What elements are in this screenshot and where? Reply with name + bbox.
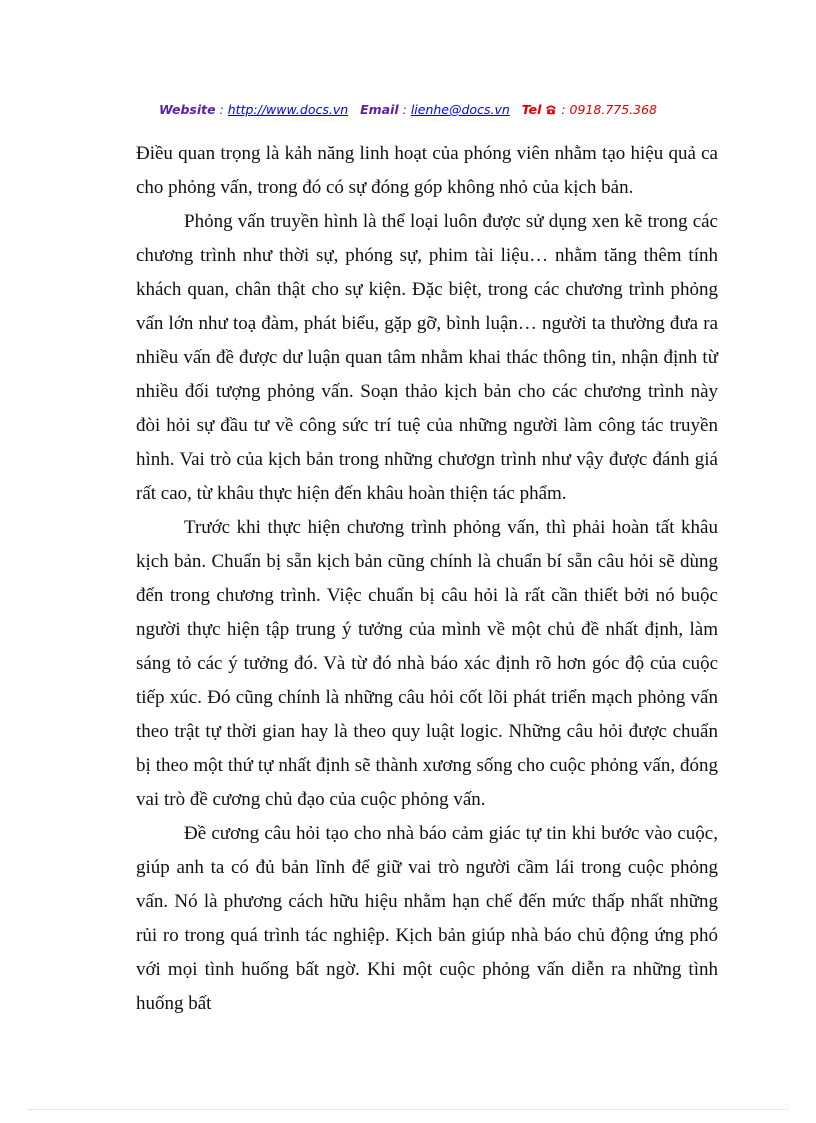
footer-divider [28,1109,788,1110]
telephone-icon [545,102,557,117]
paragraph-3: Trước khi thực hiện chương trình phỏng vấn, thì phải hoàn tất khâu kịch bản. Chuẩn bị sẵn kịch bản cũng chính là chuẩn bí sẵn câu hỏi sẽ dùng đến trong chương trình. Việc chuẩn bị câu hỏi là rất cần thiết bởi nó buộc người thực hiện tập trung ý tưởng của mình về một chủ đề nhất định, làm sáng tỏ các ý tưởng đó. Và từ đó nhà báo xác định rõ hơn góc độ của cuộc tiếp xúc. Đó cũng chính là những câu hỏi cốt lõi phát triển mạch phỏng vấn theo trật tự thời gian hay là theo quy luật logic. Những câu hỏi được chuẩn bị theo một thứ tự nhất định sẽ thành xương sống cho cuộc phỏng vấn, đóng vai trò đề cương chủ đạo của cuộc phỏng vấn. [136,517,718,810]
website-separator: : [215,102,228,117]
paragraph-1: Điều quan trọng là kảh năng linh hoạt của phóng viên nhằm tạo hiệu quả ca cho phỏng vấn, trong đó có sự đóng góp không nhỏ của kịch bản. [136,143,718,198]
paragraph-2: Phỏng vấn truyền hình là thể loại luôn được sử dụng xen kẽ trong các chương trình như thời sự, phóng sự, phim tài liệu… nhằm tăng thêm tính khách quan, chân thật cho sự kiện. Đặc biệt, trong các chương trình phỏng vấn lớn như toạ đàm, phát biểu, gặp gỡ, bình luận… người ta thường đưa ra nhiều vấn đề được dư luận quan tâm nhằm khai thác thông tin, nhận định từ nhiều đối tượng phỏng vấn. Soạn thảo kịch bản cho các chương trình này đòi hỏi sự đầu tư về công sức trí tuệ của những người làm công tác truyền hình. Vai trò của kịch bản trong những chươgn trình như vậy được đánh giá rất cao, từ khâu thực hiện đến khâu hoàn thiện tác phẩm. [136,211,718,504]
email-label: Email [360,102,399,117]
tel-separator: : [557,102,570,117]
document-body [136,137,718,1021]
email-separator: : [398,102,411,117]
tel-label: Tel [521,102,542,117]
website-link[interactable]: http://www.docs.vn [227,102,349,117]
page-header [0,101,816,119]
tel-number: 0918.775.368 [569,102,658,117]
website-label: Website [158,102,216,117]
email-link[interactable]: lienhe@docs.vn [410,102,510,117]
paragraph-4: Đề cương câu hỏi tạo cho nhà báo cảm giác tự tin khi bước vào cuộc, giúp anh ta có đủ bản lĩnh để giữ vai trò người cầm lái trong cuộc phỏng vấn. Nó là phương cách hữu hiệu nhằm hạn chế đến mức thấp nhất những rủi ro trong quá trình tác nghiệp. Kịch bản giúp nhà báo chủ động ứng phó với mọi tình huống bất ngờ. Khi một cuộc phỏng vấn diễn ra những tình huống bất [136,823,718,1014]
